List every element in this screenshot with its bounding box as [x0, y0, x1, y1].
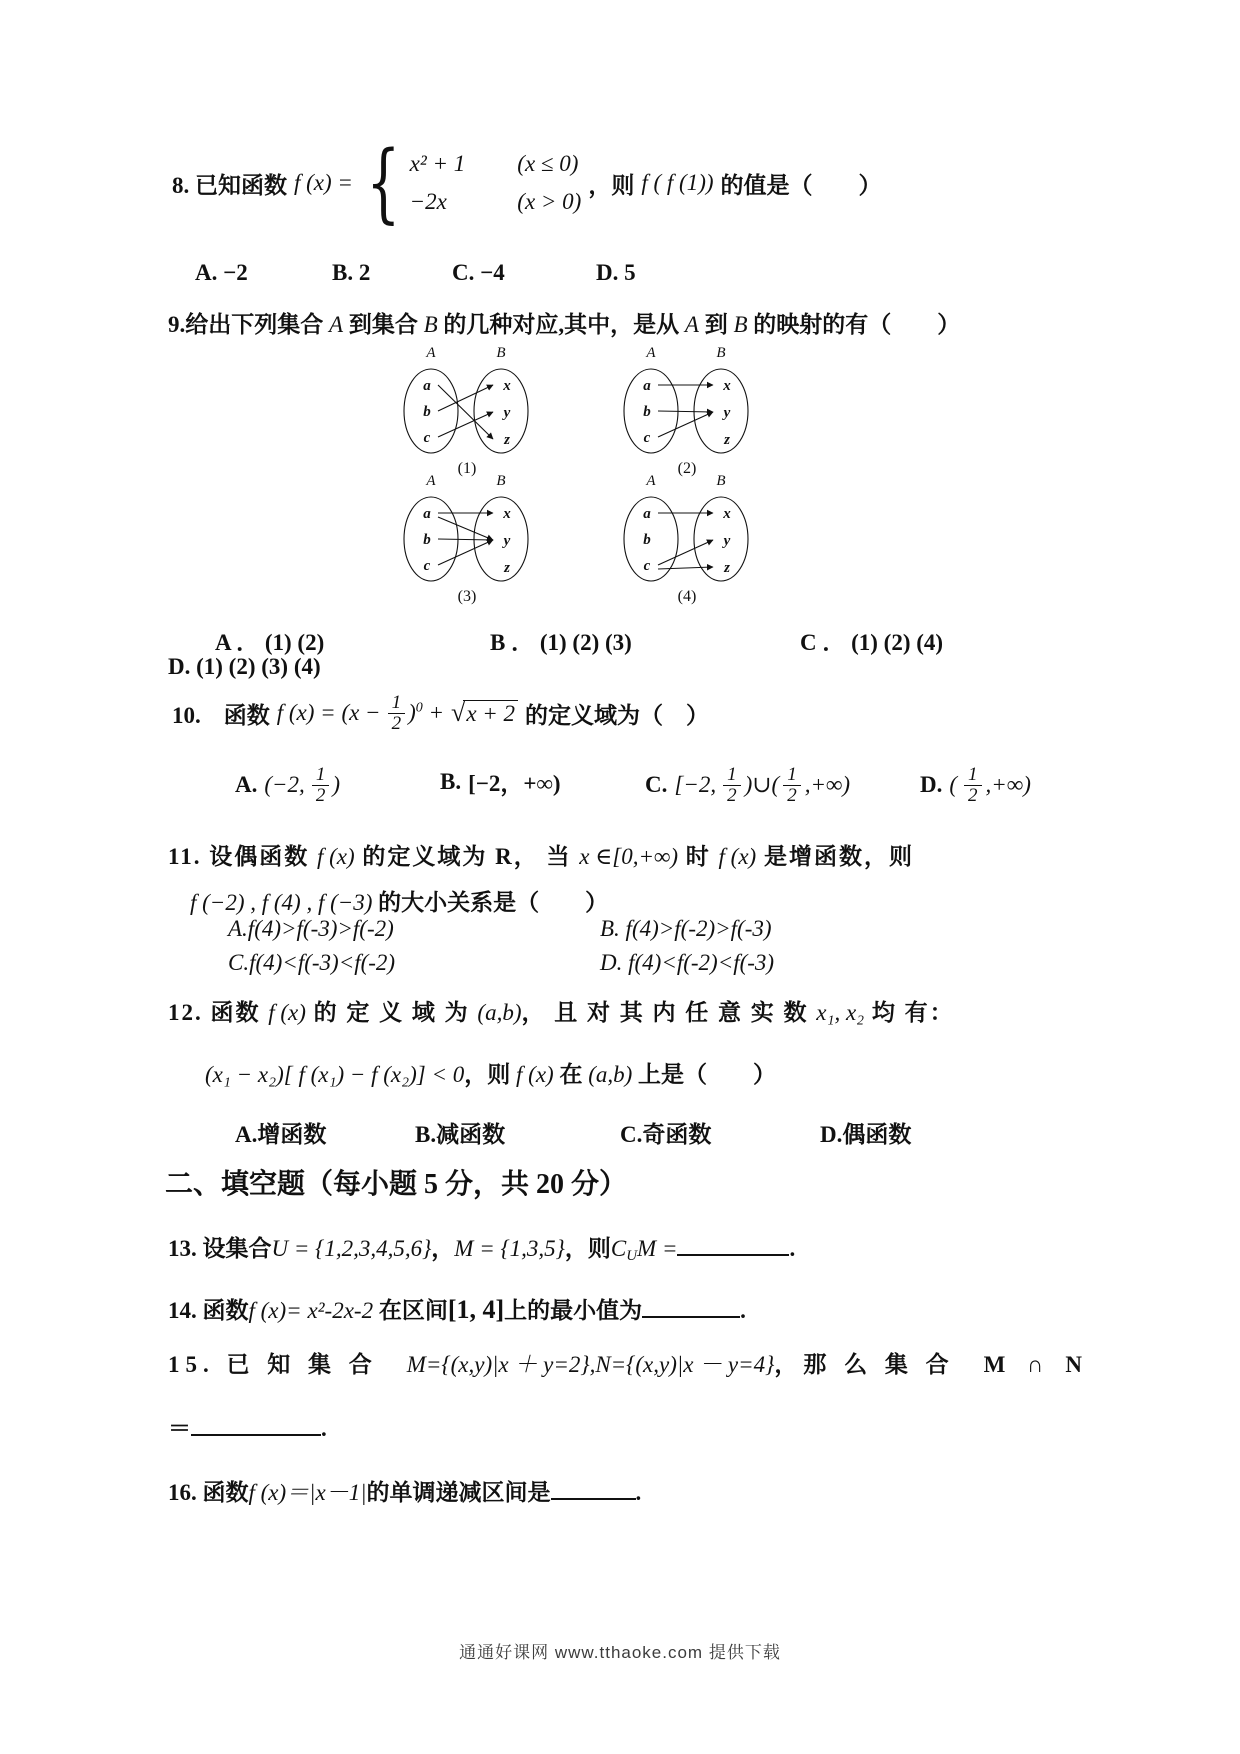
q9-text-3: 的几种对应,其中，是从 — [437, 312, 685, 337]
q10-option-c-post: ,+∞) — [804, 772, 851, 798]
mapping-diagram-1 — [392, 345, 542, 478]
fraction-denominator: 2 — [727, 784, 737, 806]
set-a-label: A — [646, 345, 656, 361]
q10-math-1: f (x) = (x − — [276, 700, 381, 726]
q11-options-row-2 — [0, 950, 1240, 982]
set-a-element: c — [423, 430, 431, 446]
q15-answer-blank — [191, 1417, 321, 1436]
fraction-denominator: 2 — [391, 712, 402, 734]
set-b-ellipse — [694, 369, 748, 453]
mapping-arrow — [438, 385, 493, 439]
q9-text-4: 到 — [698, 312, 734, 337]
q8-mid-math: f ( f (1)) — [641, 170, 714, 196]
set-b-element: y — [503, 533, 511, 549]
set-a-element: a — [643, 378, 651, 394]
q10-option-a-pre: (−2, — [264, 772, 305, 798]
set-b-element: x — [503, 506, 511, 522]
q11-options-row-1 — [0, 916, 1240, 948]
q12-option-b: B.减函数 — [415, 1122, 506, 1147]
q12-math-3: x₁, x₂ — [816, 1000, 865, 1025]
q10-fraction — [388, 693, 406, 734]
mapping-arrow — [658, 540, 713, 565]
q13-text-2: ， — [431, 1236, 455, 1261]
q15-equals: ＝ — [168, 1416, 191, 1441]
q10-option-c-fraction-2 — [783, 765, 801, 806]
mapping-arrow — [438, 412, 493, 437]
q10-lead: 10. 函数 — [172, 702, 270, 728]
q14-text-2: 在区间 — [373, 1298, 448, 1323]
q8-options — [0, 260, 1240, 292]
set-b-element: y — [503, 405, 511, 421]
set-b-element: z — [504, 432, 510, 448]
q12-text-5: ，则 — [464, 1062, 517, 1087]
q12-text-2: 的 定 义 域 为 — [305, 1000, 478, 1025]
q11-text-2: 的定义域为 R， 当 — [354, 844, 580, 869]
q10-option-d-fraction — [964, 765, 982, 806]
q13-answer-blank — [677, 1237, 789, 1256]
piecewise-cases — [410, 151, 582, 215]
mapping-arrow — [658, 567, 713, 569]
q16-math-1: f (x)＝|x－1| — [248, 1480, 367, 1505]
q13-text-1: 13. 设集合 — [168, 1236, 272, 1261]
mapping-arrow — [438, 385, 493, 411]
q10-radical — [451, 697, 518, 727]
fraction-denominator: 2 — [787, 784, 797, 806]
question-8 — [172, 133, 882, 233]
mapping-diagram-svg — [613, 473, 761, 583]
mapping-diagram-3 — [392, 473, 542, 606]
fraction-numerator: 1 — [783, 765, 801, 786]
radical-sign: √ — [451, 697, 466, 727]
q8-option-c: C. −4 — [452, 260, 505, 285]
set-a-element: b — [423, 532, 431, 548]
mapping-diagram-2-figure — [612, 345, 762, 460]
q13-math-2: M = {1,3,5} — [454, 1236, 565, 1261]
fraction-numerator: 1 — [723, 765, 741, 786]
fraction-numerator: 1 — [964, 765, 982, 786]
q8-option-a: A. −2 — [195, 260, 248, 285]
q13-period: . — [789, 1236, 796, 1261]
question-11-line-2 — [190, 884, 608, 917]
q16-period: . — [635, 1480, 642, 1505]
diagram-2-caption: (2) — [677, 460, 697, 477]
mapping-diagram-2 — [612, 345, 762, 478]
mapping-diagram-svg — [393, 345, 541, 455]
q15-period: . — [321, 1416, 327, 1441]
q12-text-4: 均 有： — [864, 1000, 955, 1025]
q12-math-1: f (x) — [268, 1000, 306, 1025]
set-a-ellipse — [404, 369, 458, 453]
mapping-diagram-4 — [612, 473, 762, 606]
set-b-element: x — [723, 378, 731, 394]
q8-lead: 8. 已知函数 — [172, 172, 287, 198]
q10-close-paren: ) — [408, 700, 416, 726]
set-b-element: x — [723, 506, 731, 522]
q11-math-3: f (x) — [718, 844, 757, 869]
q10-option-c-pre: [−2, — [674, 772, 717, 798]
q12-option-d: D.偶函数 — [820, 1122, 912, 1147]
set-b-element: y — [723, 533, 731, 549]
set-b-label: B — [496, 345, 506, 361]
set-a-element: c — [643, 558, 651, 574]
q12-math-4: (x₁ − x₂)[ f (x₁) − f (x₂)] < 0 — [205, 1062, 465, 1087]
q14-interval: [1, 4] — [447, 1295, 505, 1324]
q8-case1-cond: (x ≤ 0) — [517, 151, 579, 177]
q10-tail: 的定义域为（ ） — [525, 702, 710, 728]
q11-option-c: C.f(4)<f(-3)<f(-2) — [228, 950, 396, 975]
q10-option-c — [645, 765, 850, 806]
q9-text-5: 的映射的有（ ） — [747, 312, 961, 337]
q11-text-5: 的大小关系是（ ） — [372, 890, 609, 915]
q11-math-1: f (x) — [316, 844, 355, 869]
q12-option-a: A.增函数 — [235, 1122, 327, 1147]
q10-math-2 — [408, 700, 444, 726]
q10-option-c-mid: )∪( — [744, 772, 780, 798]
q10-option-b-label: B. — [440, 768, 462, 794]
q9-option-b: B ． (1) (2) (3) — [490, 630, 632, 655]
q14-period: . — [740, 1298, 746, 1323]
q9-text-1: 9.给出下列集合 — [168, 312, 329, 337]
set-a-label: A — [426, 473, 436, 489]
mapping-arrow — [438, 517, 493, 540]
q11-option-b: B. f(4)>f(-2)>f(-3) — [600, 916, 772, 941]
q10-options — [0, 765, 1240, 845]
set-a-element: c — [423, 558, 431, 574]
set-b-label: B — [496, 473, 506, 489]
diagram-1-caption: (1) — [457, 460, 477, 477]
q8-fx: f (x) = — [294, 170, 353, 196]
q13-complement-sub: U — [626, 1248, 638, 1265]
mapping-diagram-1-figure — [392, 345, 542, 460]
q8-case2-cond: (x > 0) — [517, 189, 582, 215]
q10-plus: + — [428, 700, 445, 726]
q9-options — [0, 624, 1240, 656]
q12-text-7: 上是（ ） — [632, 1062, 777, 1087]
mapping-arrow — [658, 411, 713, 412]
fraction-numerator: 1 — [312, 765, 330, 786]
q12-math-6: (a,b) — [588, 1062, 633, 1087]
q10-option-a-label: A. — [235, 772, 258, 798]
set-b-element: z — [724, 560, 730, 576]
question-16 — [168, 1474, 641, 1507]
q9-set-b2: B — [733, 312, 748, 337]
q11-text-4: 是增函数，则 — [756, 844, 914, 869]
q10-option-a-post: ) — [332, 772, 340, 798]
q9-option-c: C ． (1) (2) (4) — [800, 630, 944, 655]
q16-answer-blank — [551, 1481, 636, 1500]
q11-text-1: 11. 设偶函数 — [168, 844, 317, 869]
radical-argument: x + 2 — [463, 700, 518, 727]
mapping-diagram-svg — [613, 345, 761, 455]
q10-option-c-fraction-1 — [723, 765, 741, 806]
set-a-element: a — [423, 378, 431, 394]
q11-option-d: D. f(4)<f(-2)<f(-3) — [600, 950, 775, 975]
q10-option-d-pre: ( — [949, 772, 958, 798]
q9-set-b: B — [423, 312, 438, 337]
set-a-element: a — [643, 506, 651, 522]
q14-answer-blank — [642, 1299, 740, 1318]
q11-text-3: 时 — [678, 844, 719, 869]
q9-set-a2: A — [684, 312, 699, 337]
q15-set-intersection: M ∩ N — [983, 1352, 1090, 1377]
q12-text-1: 12. 函数 — [168, 1000, 269, 1025]
diagram-4-caption: (4) — [677, 588, 697, 605]
q13-math-3: M = — [637, 1236, 678, 1261]
q12-options — [0, 1116, 1240, 1148]
mapping-arrow — [658, 412, 713, 437]
set-b-ellipse — [474, 497, 528, 581]
question-14 — [168, 1292, 746, 1325]
q13-math-1: U = {1,2,3,4,5,6} — [271, 1236, 432, 1261]
q12-option-c: C.奇函数 — [620, 1122, 712, 1147]
set-a-element: b — [643, 404, 651, 420]
q16-text-2: 的单调递减区间是 — [366, 1480, 551, 1505]
mapping-diagram-svg — [393, 473, 541, 583]
q13-complement-c: C — [610, 1236, 627, 1261]
q10-option-b — [440, 765, 561, 798]
set-a-element: a — [423, 506, 431, 522]
q10-exponent: 0 — [415, 700, 423, 716]
q8-option-d: D. 5 — [596, 260, 636, 285]
q9-text-2: 到集合 — [343, 312, 424, 337]
mapping-arrow — [438, 540, 493, 565]
q15-text-1: 15. 已 知 集 合 — [168, 1352, 407, 1377]
set-b-label: B — [716, 345, 726, 361]
q14-text-1: 14. 函数 — [168, 1298, 249, 1323]
question-15-line-1 — [168, 1346, 1090, 1379]
q11-option-a: A.f(4)>f(-3)>f(-2) — [228, 916, 394, 941]
q9-option-a: A ． (1) (2) — [215, 630, 325, 655]
q8-option-b: B. 2 — [332, 260, 371, 285]
set-b-label: B — [716, 473, 726, 489]
section-2-header: 二、填空题（每小题 5 分，共 20 分） — [165, 1169, 628, 1200]
mapping-diagram-3-figure — [392, 473, 542, 588]
set-b-ellipse — [474, 369, 528, 453]
q8-case1-expr: x² + 1 — [409, 151, 466, 177]
set-a-label: A — [426, 345, 436, 361]
piecewise-brace: { — [366, 133, 401, 233]
mapping-arrow — [438, 539, 493, 540]
question-10 — [172, 693, 709, 734]
q12-text-6: 在 — [553, 1062, 589, 1087]
set-a-label: A — [646, 473, 656, 489]
q10-option-d-label: D. — [920, 772, 943, 798]
set-a-element: b — [423, 404, 431, 420]
set-b-element: x — [503, 378, 511, 394]
question-12-line-1 — [168, 994, 955, 1027]
q10-option-a-fraction — [312, 765, 330, 806]
q8-tail: 的值是（ ） — [720, 172, 882, 198]
q15-math-1: M={(x,y)|x ＋ y=2},N={(x,y)|x － y=4} — [406, 1352, 775, 1377]
set-b-element: z — [504, 560, 510, 576]
q12-math-2: (a,b) — [477, 1000, 522, 1025]
question-13 — [168, 1230, 795, 1265]
question-15-line-2 — [168, 1410, 327, 1443]
q15-text-2: ，那 么 集 合 — [774, 1352, 984, 1377]
q10-option-c-label: C. — [645, 772, 668, 798]
set-b-element: y — [723, 405, 731, 421]
set-b-ellipse — [694, 497, 748, 581]
q16-text-1: 16. 函数 — [168, 1480, 249, 1505]
question-11-line-1 — [168, 838, 914, 871]
fraction-denominator: 2 — [315, 784, 326, 806]
mapping-diagram-4-figure — [612, 473, 762, 588]
q14-math-1: f (x)= x²-2x-2 — [248, 1298, 374, 1323]
set-a-element: b — [643, 532, 651, 548]
q10-option-b-text: [−2，+∞) — [468, 771, 561, 796]
diagram-3-caption: (3) — [457, 588, 477, 605]
question-9 — [168, 306, 960, 339]
fraction-numerator: 1 — [388, 693, 406, 714]
q10-option-a — [235, 765, 340, 806]
question-12-line-2 — [205, 1056, 776, 1089]
footer-watermark: 通通好课网 www.tthaoke.com 提供下载 — [459, 1643, 781, 1662]
q9-set-a: A — [329, 312, 344, 337]
q12-text-3: ， 且 对 其 内 任 意 实 数 — [521, 1000, 817, 1025]
q14-text-3: 上的最小值为 — [504, 1298, 643, 1323]
q10-option-d-post: ,+∞) — [985, 772, 1031, 798]
q8-case2-expr: −2x — [409, 189, 447, 215]
set-b-element: z — [724, 432, 730, 448]
q9-option-d: D. (1) (2) (3) (4) — [168, 654, 321, 679]
q8-mid: ，则 — [588, 172, 635, 198]
q11-math-2: x ∈[0,+∞) — [579, 844, 679, 869]
q11-math-4: f (−2) , f (4) , f (−3) — [190, 890, 373, 915]
set-a-element: c — [643, 430, 651, 446]
q12-math-5: f (x) — [516, 1062, 554, 1087]
q10-option-d — [920, 765, 1031, 806]
fraction-denominator: 2 — [968, 784, 978, 806]
q13-text-3: ，则 — [564, 1236, 611, 1261]
